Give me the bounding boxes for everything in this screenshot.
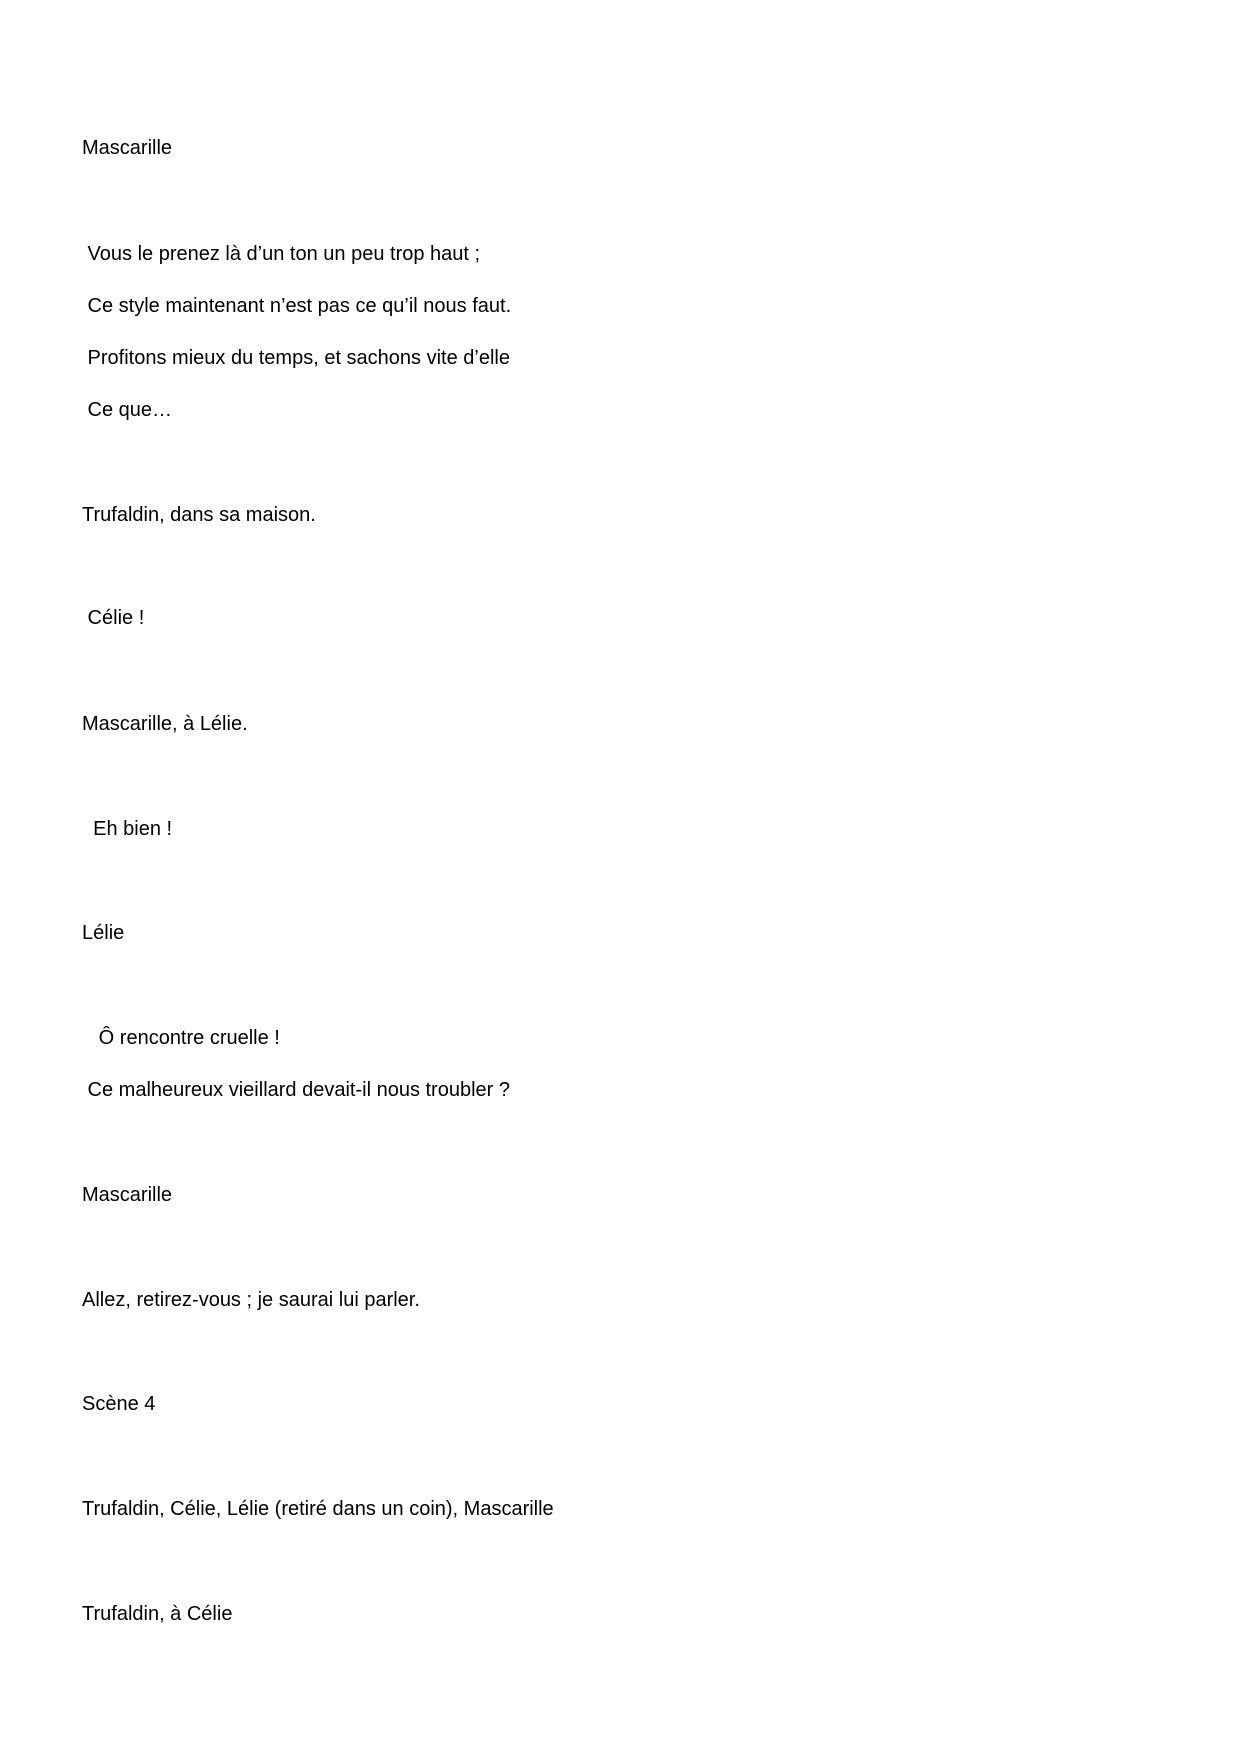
verse-line: Profitons mieux du temps, et sachons vite d’elle	[82, 347, 510, 369]
verse-line: Ce que…	[82, 399, 173, 421]
character-list: Trufaldin, Célie, Lélie (retiré dans un coin), Mascarille	[82, 1498, 554, 1520]
verse-line: Célie !	[82, 607, 145, 629]
verse-line: Ce style maintenant n’est pas ce qu’il nous faut.	[82, 295, 512, 317]
speaker-name: Mascarille	[82, 137, 173, 159]
speaker-name: Mascarille, à Lélie.	[82, 713, 248, 735]
scene-heading: Scène 4	[82, 1393, 156, 1415]
verse-line: Allez, retirez-vous ; je saurai lui parler.	[82, 1289, 420, 1311]
speaker-name: Lélie	[82, 922, 125, 944]
speaker-name: Trufaldin, dans sa maison.	[82, 504, 316, 526]
verse-line: Ô rencontre cruelle !	[82, 1027, 280, 1049]
verse-line: Eh bien !	[82, 818, 173, 840]
speaker-name: Mascarille	[82, 1184, 173, 1206]
verse-line: Vous le prenez là d’un ton un peu trop haut ;	[82, 243, 481, 265]
speaker-name: Trufaldin, à Célie	[82, 1603, 233, 1625]
verse-line: Ce malheureux vieillard devait-il nous troubler ?	[82, 1079, 510, 1101]
